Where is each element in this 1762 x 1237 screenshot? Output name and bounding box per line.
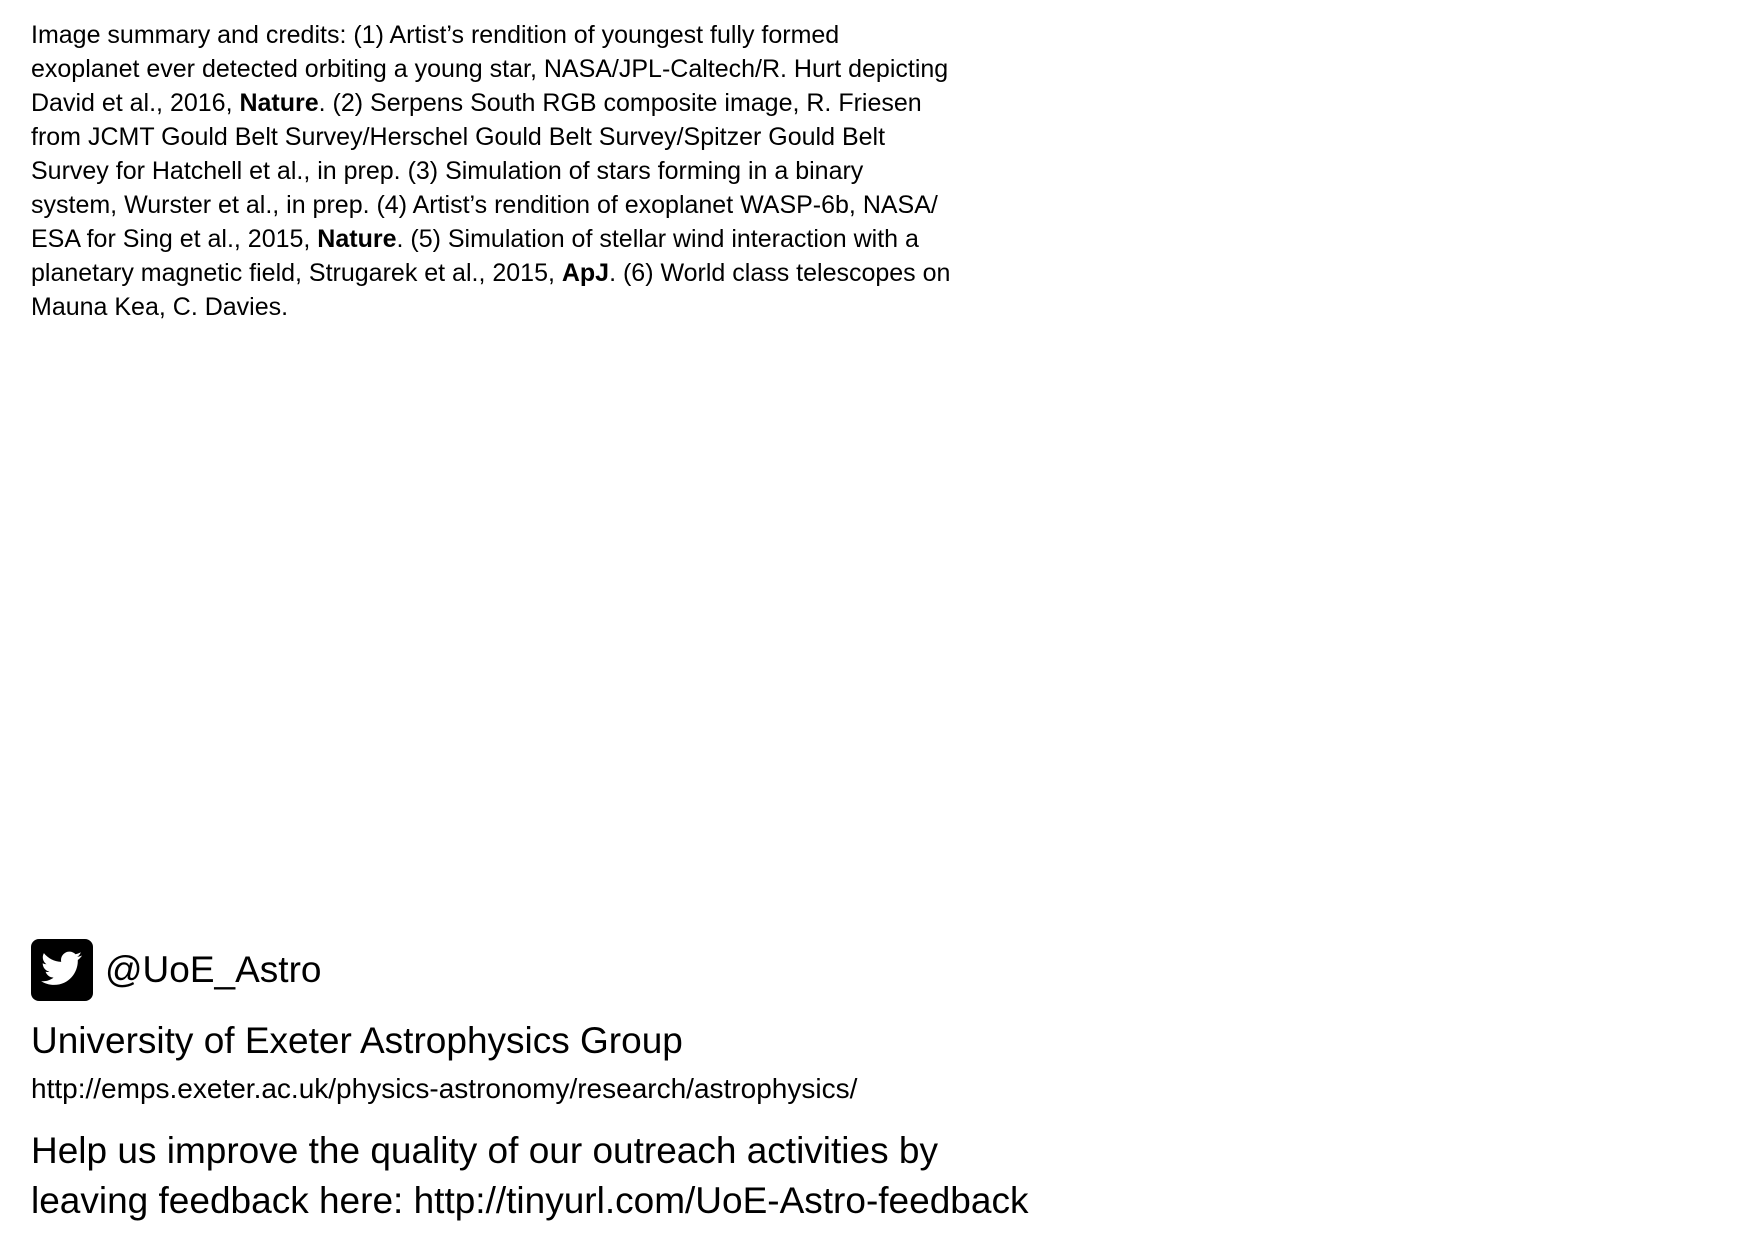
credits-line: system, Wurster et al., in prep. (4) Artist’s rendition of exoplanet WASP-6b, NASA/ bbox=[31, 191, 938, 219]
twitter-handle[interactable]: @UoE_Astro bbox=[105, 949, 322, 990]
twitter-bird-icon bbox=[31, 939, 93, 1001]
feedback-line: Help us improve the quality of our outreach activities by bbox=[31, 1130, 938, 1171]
credits-line: Image summary and credits: (1) Artist’s rendition of youngest fully formed bbox=[31, 21, 840, 49]
credits-line: Mauna Kea, C. Davies. bbox=[31, 293, 289, 321]
credits-line: ESA for Sing et al., 2015, Nature. (5) Simulation of stellar wind interaction with a bbox=[31, 225, 919, 253]
image-credits-paragraph bbox=[31, 18, 1031, 324]
credits-line: exoplanet ever detected orbiting a young star, NASA/JPL-Caltech/R. Hurt depicting bbox=[31, 55, 949, 83]
credits-line: planetary magnetic field, Strugarek et al., 2015, ApJ. (6) World class telescopes on bbox=[31, 259, 951, 287]
credits-line: from JCMT Gould Belt Survey/Herschel Gould Belt Survey/Spitzer Gould Belt bbox=[31, 123, 886, 151]
journal-name: Nature bbox=[317, 225, 397, 253]
credits-line: Survey for Hatchell et al., in prep. (3) Simulation of stars forming in a binary bbox=[31, 157, 864, 185]
feedback-request bbox=[31, 1126, 1028, 1226]
twitter-handle-row[interactable] bbox=[31, 938, 321, 1002]
feedback-line-with-link[interactable]: leaving feedback here: http://tinyurl.com/UoE-Astro-feedback bbox=[31, 1180, 1029, 1221]
group-website-link[interactable]: http://emps.exeter.ac.uk/physics-astronomy/research/astrophysics/ bbox=[31, 1073, 858, 1104]
journal-name: Nature bbox=[239, 89, 319, 117]
journal-name: ApJ bbox=[561, 259, 610, 287]
group-name-heading: University of Exeter Astrophysics Group bbox=[31, 1020, 683, 1061]
credits-line: David et al., 2016, Nature. (2) Serpens South RGB composite image, R. Friesen bbox=[31, 89, 922, 117]
